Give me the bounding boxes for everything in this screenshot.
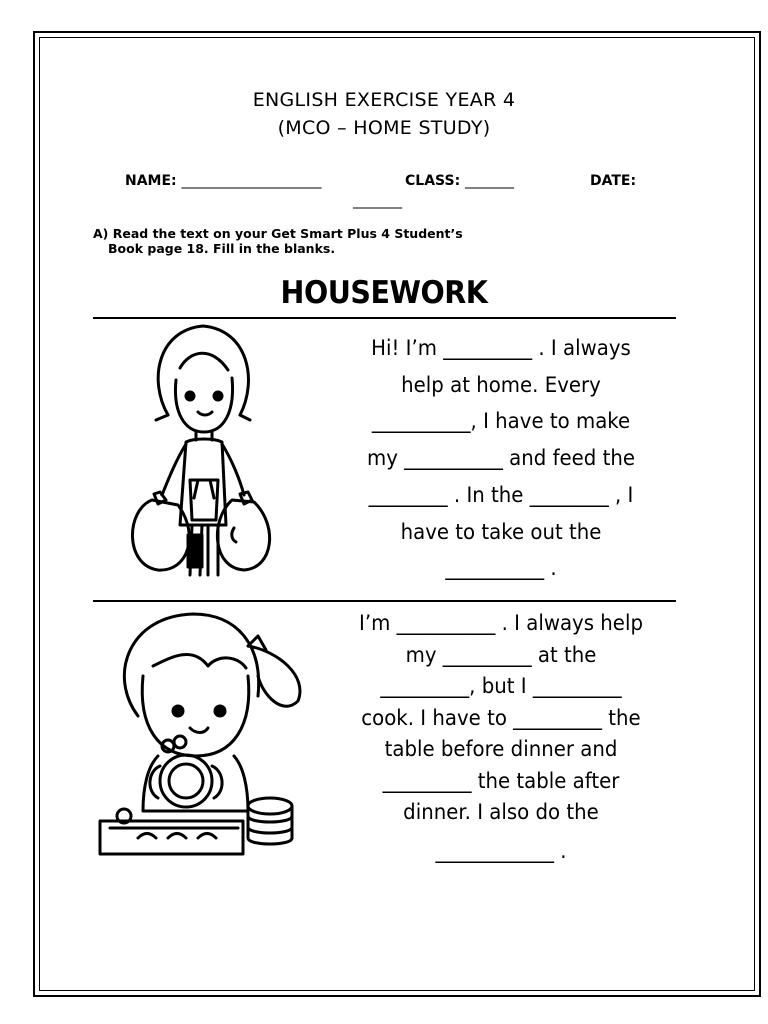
passage-1-line: __________ .	[445, 556, 557, 581]
girl-with-bags-illustration	[128, 320, 278, 585]
name-blank: ____________________	[181, 173, 322, 189]
name-field	[125, 173, 322, 189]
passage-2-line: ____________ .	[435, 838, 567, 863]
date-label: DATE:	[590, 173, 637, 189]
class-label: CLASS:	[405, 173, 461, 189]
passage-2-line: dinner. I also do the	[403, 800, 599, 824]
worksheet-subtitle: (MCO – HOME STUDY)	[277, 117, 491, 139]
passage-1-line: Hi! I’m _________ . I always	[371, 336, 631, 360]
passage-1-line: ________ . In the ________ , I	[368, 482, 634, 507]
divider-middle	[93, 600, 676, 602]
section-heading: HOUSEWORK	[280, 275, 488, 311]
passage-2-line: my _________ at the	[405, 642, 597, 667]
passage-1	[329, 330, 673, 587]
name-label: NAME:	[125, 173, 177, 189]
class-blank: _______	[465, 173, 515, 189]
girl-washing-dishes-illustration	[98, 606, 313, 861]
divider-top	[93, 317, 676, 319]
passage-2	[329, 608, 673, 867]
instruction-line-2: Book page 18. Fill in the blanks.	[108, 241, 336, 256]
instruction-line-1: A) Read the text on your Get Smart Plus 4 Student’s	[93, 226, 463, 241]
passage-1-line: have to take out the	[400, 519, 602, 544]
date-field	[590, 173, 636, 189]
passage-1-line: help at home. Every	[401, 372, 601, 397]
passage-2-line: _________, but I _________	[380, 674, 622, 698]
passage-1-line: __________, I have to make	[371, 409, 631, 434]
passage-1-line: my __________ and feed the	[366, 446, 636, 471]
class-field	[405, 173, 514, 189]
date-blank-wrap	[353, 193, 402, 209]
passage-2-line: _________ the table after	[382, 768, 620, 793]
instructions	[93, 226, 463, 256]
date-blank: _______	[353, 193, 402, 209]
worksheet-title: ENGLISH EXERCISE YEAR 4	[252, 89, 516, 111]
passage-2-line: table before dinner and	[384, 737, 618, 761]
passage-2-line: I’m __________ . I always help	[359, 611, 643, 635]
passage-2-line: cook. I have to _________ the	[361, 705, 641, 730]
